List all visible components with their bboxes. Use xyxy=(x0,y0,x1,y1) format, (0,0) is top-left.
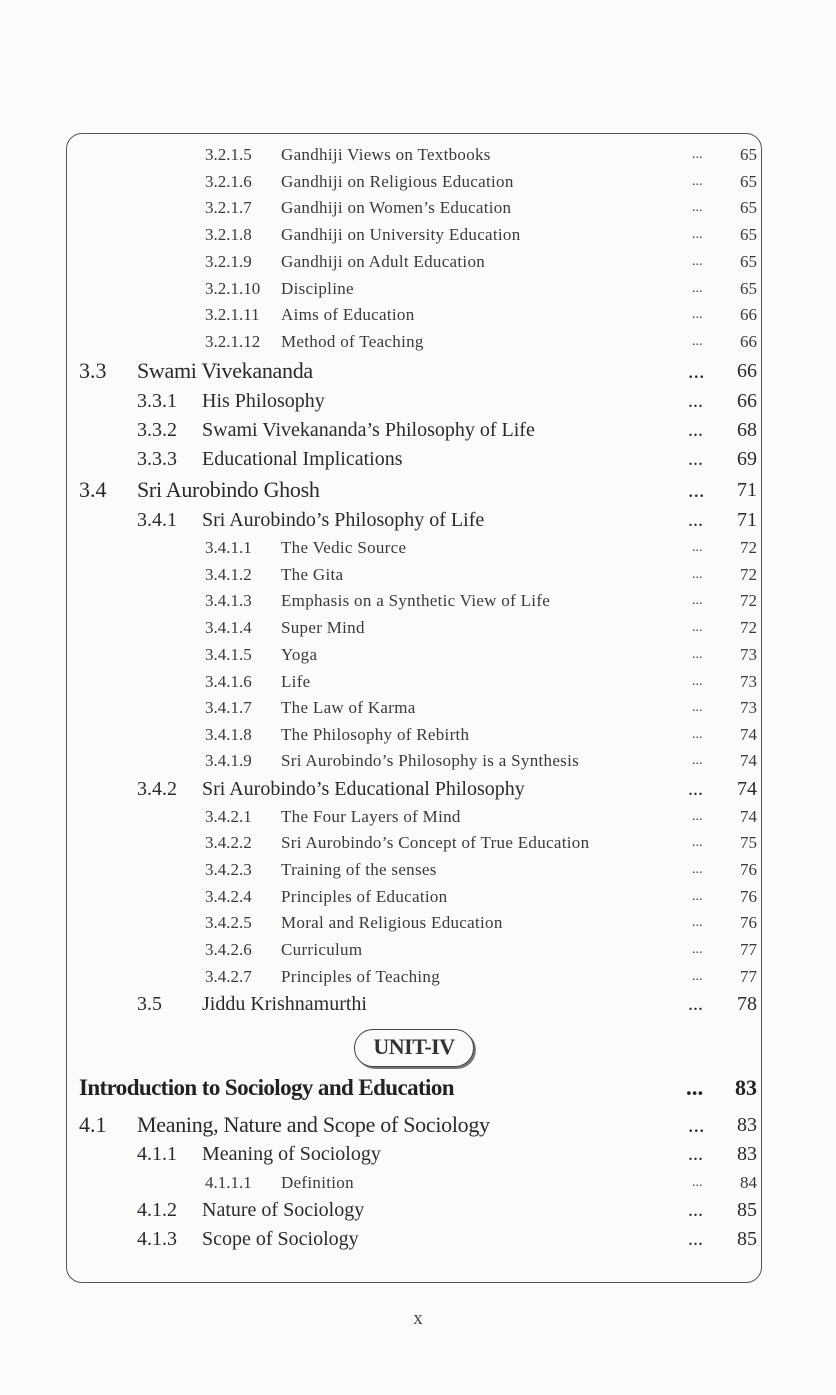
toc-entry-row[interactable] xyxy=(0,775,836,804)
toc-entry-page-number: 65 xyxy=(740,279,757,298)
toc-entry-number: 4.1.3 xyxy=(137,1228,177,1250)
toc-leader-dots: ... xyxy=(692,174,703,189)
toc-entry-page-number: 66 xyxy=(740,305,757,324)
toc-entry-row[interactable] xyxy=(0,669,836,695)
toc-entry-row[interactable] xyxy=(0,642,836,668)
toc-entry-title: Gandhiji on Women’s Education xyxy=(281,198,512,217)
toc-entry-row[interactable] xyxy=(0,1110,836,1140)
toc-entry-page-number: 65 xyxy=(740,252,757,271)
toc-leader-dots: ... xyxy=(692,593,703,608)
toc-entry-row[interactable] xyxy=(0,615,836,641)
toc-entry-page-number: 66 xyxy=(737,360,757,382)
chapter-heading-row[interactable] xyxy=(0,1072,836,1104)
toc-entry-title: Life xyxy=(281,672,311,691)
toc-leader-dots: ... xyxy=(688,993,703,1015)
toc-entry-page-number: 76 xyxy=(740,887,757,906)
toc-entry-page-number: 66 xyxy=(740,332,757,351)
toc-entry-row[interactable] xyxy=(0,416,836,445)
toc-entry-page-number: 68 xyxy=(737,419,757,441)
toc-leader-dots: ... xyxy=(692,540,703,555)
toc-leader-dots: ... xyxy=(688,358,705,383)
toc-entry-number: 3.3 xyxy=(79,358,107,383)
toc-entry-page-number: 74 xyxy=(740,725,757,744)
toc-entry-row[interactable] xyxy=(0,722,836,748)
toc-entry-number: 3.3.3 xyxy=(137,448,177,470)
toc-entry-page-number: 66 xyxy=(737,390,757,412)
toc-entry-page-number: 72 xyxy=(740,538,757,557)
toc-entry-number: 3.4.1.9 xyxy=(205,751,252,770)
toc-entry-number: 3.4.2.4 xyxy=(205,887,252,906)
toc-entry-row[interactable] xyxy=(0,535,836,561)
toc-entry-title: The Four Layers of Mind xyxy=(281,807,461,826)
toc-entry-title: Meaning, Nature and Scope of Sociology xyxy=(137,1112,490,1137)
toc-leader-dots: ... xyxy=(692,334,703,349)
chapter-title: Introduction to Sociology and Education xyxy=(79,1075,454,1100)
toc-entry-number: 3.2.1.11 xyxy=(205,305,260,324)
toc-entry-title: Yoga xyxy=(281,645,318,664)
toc-entry-row[interactable] xyxy=(0,748,836,774)
toc-entry-number: 3.4.1 xyxy=(137,509,177,531)
toc-entry-title: Definition xyxy=(281,1173,354,1192)
toc-entry-row[interactable] xyxy=(0,475,836,505)
toc-entry-page-number: 84 xyxy=(740,1173,757,1192)
toc-entry-row[interactable] xyxy=(0,804,836,830)
toc-entry-number: 3.2.1.7 xyxy=(205,198,252,217)
toc-entry-number: 3.4.1.7 xyxy=(205,698,252,717)
toc-leader-dots: ... xyxy=(692,647,703,662)
toc-entry-page-number: 71 xyxy=(737,479,757,501)
toc-entry-number: 3.4.1.6 xyxy=(205,672,252,691)
toc-entry-title: Gandhiji Views on Textbooks xyxy=(281,145,491,164)
toc-entry-title: Aims of Education xyxy=(281,305,415,324)
toc-entry-page-number: 73 xyxy=(740,645,757,664)
toc-entry-number: 3.4.1.2 xyxy=(205,565,252,584)
toc-leader-dots: ... xyxy=(688,477,705,502)
toc-leader-dots: ... xyxy=(688,390,703,412)
toc-leader-dots: ... xyxy=(688,448,703,470)
toc-entry-row[interactable] xyxy=(0,1225,836,1254)
toc-leader-dots: ... xyxy=(688,1228,703,1250)
toc-entry-row[interactable] xyxy=(0,169,836,195)
toc-entry-title: Sri Aurobindo Ghosh xyxy=(137,477,320,502)
toc-entry-number: 3.3.1 xyxy=(137,390,177,412)
page-footer-number: x xyxy=(413,1308,423,1329)
toc-entry-title: Meaning of Sociology xyxy=(202,1143,381,1165)
toc-entry-row[interactable] xyxy=(0,588,836,614)
toc-entry-number: 3.4.2.1 xyxy=(205,807,252,826)
toc-entry-page-number: 65 xyxy=(740,172,757,191)
toc-entry-title: Principles of Teaching xyxy=(281,967,441,986)
toc-entry-title: Gandhiji on University Education xyxy=(281,225,521,244)
toc-leader-dots: ... xyxy=(692,200,703,215)
toc-entry-title: Method of Teaching xyxy=(281,332,424,351)
toc-entry-row[interactable] xyxy=(0,222,836,248)
toc-entry-title: Sri Aurobindo’s Educational Philosophy xyxy=(202,778,525,800)
toc-leader-dots: ... xyxy=(688,419,703,441)
toc-entry-number: 4.1 xyxy=(79,1112,107,1137)
toc-entry-title: Principles of Education xyxy=(281,887,448,906)
toc-leader-dots: ... xyxy=(688,1199,703,1221)
toc-entry-page-number: 74 xyxy=(740,807,757,826)
toc-entry-number: 4.1.1 xyxy=(137,1143,177,1165)
toc-leader-dots: ... xyxy=(688,1143,703,1165)
toc-entry-page-number: 72 xyxy=(740,591,757,610)
toc-entry-page-number: 65 xyxy=(740,225,757,244)
toc-leader-dots: ... xyxy=(692,227,703,242)
toc-entry-row[interactable] xyxy=(0,695,836,721)
toc-entry-title: Curriculum xyxy=(281,940,363,959)
toc-entry-title: Discipline xyxy=(281,279,354,298)
toc-entry-row[interactable] xyxy=(0,276,836,302)
toc-entry-number: 3.4.2.7 xyxy=(205,967,252,986)
toc-entry-number: 3.4 xyxy=(79,477,107,502)
toc-entry-number: 3.4.2.2 xyxy=(205,833,252,852)
toc-entry-number: 3.2.1.6 xyxy=(205,172,252,191)
toc-entry-number: 3.2.1.12 xyxy=(205,332,261,351)
toc-entry-title: Gandhiji on Religious Education xyxy=(281,172,514,191)
chapter-page-number: 83 xyxy=(735,1075,757,1100)
toc-entry-title: Jiddu Krishnamurthi xyxy=(202,993,367,1015)
toc-entry-row[interactable] xyxy=(0,830,836,856)
toc-entry-page-number: 74 xyxy=(740,751,757,770)
toc-entry-number: 3.4.1.8 xyxy=(205,725,252,744)
toc-entry-title: Moral and Religious Education xyxy=(281,913,503,932)
toc-entry-title: Gandhiji on Adult Education xyxy=(281,252,486,271)
toc-entry-page-number: 76 xyxy=(740,860,757,879)
toc-entry-number: 3.4.1.3 xyxy=(205,591,252,610)
toc-entry-number: 3.2.1.10 xyxy=(205,279,261,298)
toc-entry-row[interactable] xyxy=(0,142,836,168)
toc-leader-dots: ... xyxy=(692,620,703,635)
toc-entry-row[interactable] xyxy=(0,857,836,883)
toc-entry-page-number: 77 xyxy=(740,940,757,959)
toc-entry-row[interactable] xyxy=(0,1196,836,1225)
toc-entry-page-number: 65 xyxy=(740,198,757,217)
toc-entry-page-number: 83 xyxy=(737,1114,757,1136)
toc-entry-title: His Philosophy xyxy=(202,390,325,412)
toc-entry-number: 3.4.2.3 xyxy=(205,860,252,879)
toc-leader-dots: ... xyxy=(692,809,703,824)
toc-entry-row[interactable] xyxy=(0,910,836,936)
toc-entry-number: 3.4.2.5 xyxy=(205,913,252,932)
toc-entry-page-number: 65 xyxy=(740,145,757,164)
toc-entry-page-number: 75 xyxy=(740,833,757,852)
toc-entry-number: 3.4.1.4 xyxy=(205,618,252,637)
toc-leader-dots: ... xyxy=(688,778,703,800)
toc-entry-title: Nature of Sociology xyxy=(202,1199,365,1221)
toc-entry-page-number: 72 xyxy=(740,565,757,584)
toc-entry-row[interactable] xyxy=(0,884,836,910)
toc-entry-number: 3.4.1.5 xyxy=(205,645,252,664)
toc-entry-number: 4.1.1.1 xyxy=(205,1173,252,1192)
toc-entry-row[interactable] xyxy=(0,990,836,1019)
toc-entry-title: Sri Aurobindo’s Philosophy of Life xyxy=(202,509,485,531)
toc-entry-title: The Vedic Source xyxy=(281,538,407,557)
toc-entry-row[interactable] xyxy=(0,562,836,588)
toc-leader-dots: ... xyxy=(692,862,703,877)
toc-entry-row[interactable] xyxy=(0,506,836,535)
toc-leader-dots: ... xyxy=(692,727,703,742)
toc-entry-number: 3.4.1.1 xyxy=(205,538,252,557)
toc-entry-title: Educational Implications xyxy=(202,448,403,470)
toc-leader-dots: ... xyxy=(688,1112,705,1137)
toc-entry-title: Swami Vivekananda xyxy=(137,358,313,383)
toc-entry-page-number: 76 xyxy=(740,913,757,932)
toc-entry-row[interactable] xyxy=(0,1140,836,1169)
toc-entry-row[interactable] xyxy=(0,329,836,355)
toc-entry-page-number: 85 xyxy=(737,1228,757,1250)
toc-entry-title: The Law of Karma xyxy=(281,698,416,717)
toc-entry-number: 3.4.2 xyxy=(137,778,177,800)
toc-entry-row[interactable] xyxy=(0,445,836,474)
toc-entry-row[interactable] xyxy=(0,249,836,275)
toc-entry-title: Scope of Sociology xyxy=(202,1228,359,1250)
toc-entry-page-number: 77 xyxy=(740,967,757,986)
toc-entry-page-number: 83 xyxy=(737,1143,757,1165)
toc-leader-dots: ... xyxy=(686,1075,704,1100)
toc-entry-page-number: 72 xyxy=(740,618,757,637)
toc-entry-title: Super Mind xyxy=(281,618,365,637)
toc-entry-number: 3.2.1.9 xyxy=(205,252,252,271)
toc-entry-page-number: 74 xyxy=(737,778,757,800)
toc-leader-dots: ... xyxy=(692,567,703,582)
toc-entry-title: Sri Aurobindo’s Philosophy is a Synthesis xyxy=(281,751,580,770)
toc-entry-number: 4.1.2 xyxy=(137,1199,177,1221)
toc-entry-page-number: 73 xyxy=(740,698,757,717)
toc-leader-dots: ... xyxy=(692,1175,703,1190)
toc-entry-row[interactable] xyxy=(0,937,836,963)
toc-leader-dots: ... xyxy=(692,700,703,715)
toc-entry-page-number: 85 xyxy=(737,1199,757,1221)
toc-entry-row[interactable] xyxy=(0,302,836,328)
toc-entry-page-number: 69 xyxy=(737,448,757,470)
unit-badge: UNIT-IV xyxy=(354,1029,474,1067)
toc-leader-dots: ... xyxy=(692,889,703,904)
toc-entry-row[interactable] xyxy=(0,1170,836,1196)
toc-entry-title: Emphasis on a Synthetic View of Life xyxy=(281,591,551,610)
toc-entry-title: Swami Vivekananda’s Philosophy of Life xyxy=(202,419,535,441)
toc-entry-number: 3.5 xyxy=(137,993,162,1015)
toc-entry-page-number: 73 xyxy=(740,672,757,691)
toc-entry-row[interactable] xyxy=(0,964,836,990)
toc-leader-dots: ... xyxy=(688,509,703,531)
toc-entry-number: 3.3.2 xyxy=(137,419,177,441)
toc-leader-dots: ... xyxy=(692,307,703,322)
toc-entry-page-number: 71 xyxy=(737,509,757,531)
toc-leader-dots: ... xyxy=(692,915,703,930)
toc-entry-number: 3.2.1.8 xyxy=(205,225,252,244)
toc-leader-dots: ... xyxy=(692,281,703,296)
toc-entry-number: 3.2.1.5 xyxy=(205,145,252,164)
toc-leader-dots: ... xyxy=(692,147,703,162)
toc-entry-title: The Gita xyxy=(281,565,344,584)
toc-leader-dots: ... xyxy=(692,674,703,689)
toc-leader-dots: ... xyxy=(692,969,703,984)
toc-entry-page-number: 78 xyxy=(737,993,757,1015)
toc-leader-dots: ... xyxy=(692,835,703,850)
toc-entry-number: 3.4.2.6 xyxy=(205,940,252,959)
toc-entry-title: The Philosophy of Rebirth xyxy=(281,725,470,744)
toc-entry-row[interactable] xyxy=(0,387,836,416)
toc-entry-row[interactable] xyxy=(0,356,836,386)
toc-leader-dots: ... xyxy=(692,254,703,269)
toc-leader-dots: ... xyxy=(692,942,703,957)
toc-leader-dots: ... xyxy=(692,753,703,768)
toc-entry-row[interactable] xyxy=(0,195,836,221)
toc-entry-title: Sri Aurobindo’s Concept of True Education xyxy=(281,833,590,852)
toc-entry-title: Training of the senses xyxy=(281,860,437,879)
